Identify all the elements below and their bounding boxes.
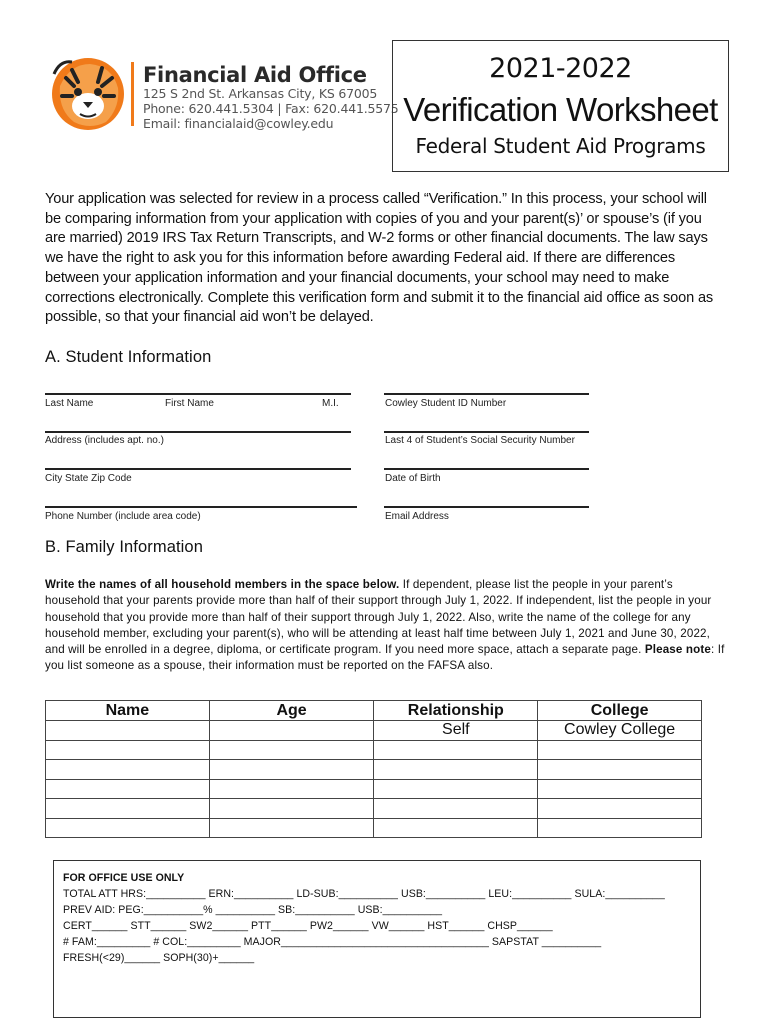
office-use-line: PREV AID: PEG:__________% __________ SB:__________ USB:__________ (63, 904, 443, 916)
instructions-bold: Write the names of all household members in the space below. (45, 578, 400, 591)
note-bold: Please note (644, 643, 711, 657)
household-table (45, 700, 702, 838)
city-line[interactable] (45, 468, 351, 470)
table-cell[interactable]: Self (374, 721, 538, 741)
first-name-label: First Name (165, 398, 214, 409)
table-cell[interactable] (209, 818, 374, 838)
table-cell[interactable] (209, 721, 374, 741)
table-row (46, 799, 702, 819)
office-phone-fax: Phone: 620.441.5304 | Fax: 620.441.5575 (143, 101, 399, 116)
table-cell[interactable]: Cowley College (538, 721, 702, 741)
table-cell[interactable] (538, 740, 702, 760)
table-cell[interactable] (538, 779, 702, 799)
table-cell[interactable] (374, 779, 538, 799)
table-cell[interactable] (209, 740, 374, 760)
city-label: City State Zip Code (45, 473, 132, 484)
table-cell[interactable] (374, 818, 538, 838)
table-row (46, 740, 702, 760)
ssn-label: Last 4 of Student’s Social Security Number (385, 435, 575, 446)
table-cell[interactable] (374, 740, 538, 760)
page-title: Verification Worksheet (403, 91, 718, 128)
table-cell[interactable] (374, 760, 538, 780)
table-row (46, 721, 702, 741)
office-use-line: CERT______ STT______ SW2______ PTT______ PW2______ VW______ HST______ CHSP______ (63, 920, 553, 932)
office-address: 125 S 2nd St. Arkansas City, KS 67005 (143, 86, 378, 101)
family-instructions (45, 577, 725, 675)
page-subtitle: Federal Student Aid Programs (415, 134, 706, 158)
table-cell[interactable] (46, 799, 210, 819)
table-row (46, 779, 702, 799)
table-cell[interactable] (538, 760, 702, 780)
email-label: Email Address (385, 511, 449, 522)
table-cell[interactable] (209, 779, 374, 799)
intro-paragraph: Your application was selected for review in a process called “Verification.” In this process, your school will be comparing information from your application with copies of you and your parent(s)’ or spouse’s (if you are married) 2019 IRS Tax Return Transcripts, and W-2 forms or other financial documents. The law says we have the right to ask you for this information before awarding Federal aid. If there are differences between your application information and your financial documents, your school may need to make corrections electronically. Complete this verification form and submit it to the financial aid office as soon as possible, so that your financial aid won’t be delayed. (45, 191, 714, 326)
instructions-text-2: : If you list someone as a spouse, their information must be reported on the FAFSA also. (45, 643, 725, 673)
title-box (392, 40, 729, 172)
table-row (46, 818, 702, 838)
section-a-heading: A. Student Information (45, 348, 212, 366)
col-header-college: College (538, 701, 702, 721)
office-use-heading: FOR OFFICE USE ONLY (63, 872, 185, 884)
table-cell[interactable] (209, 760, 374, 780)
email-line[interactable] (384, 506, 589, 508)
col-header-age: Age (209, 701, 374, 721)
table-cell[interactable] (538, 818, 702, 838)
section-b-heading: B. Family Information (45, 538, 203, 556)
table-row (46, 760, 702, 780)
office-use-line: FRESH(<29)______ SOPH(30)+______ (63, 952, 255, 964)
last-name-label: Last Name (45, 398, 94, 409)
phone-label: Phone Number (include area code) (45, 511, 201, 522)
table-cell[interactable] (209, 799, 374, 819)
table-cell[interactable] (46, 740, 210, 760)
brand-divider (131, 62, 134, 126)
table-cell[interactable] (538, 799, 702, 819)
table-cell[interactable] (46, 818, 210, 838)
tiger-logo (50, 56, 126, 132)
dob-label: Date of Birth (385, 473, 441, 484)
col-header-relationship: Relationship (374, 701, 538, 721)
address-line[interactable] (45, 431, 351, 433)
phone-line[interactable] (45, 506, 357, 508)
table-cell[interactable] (46, 760, 210, 780)
table-header-row (46, 701, 702, 721)
mi-label: M.I. (322, 398, 339, 409)
instructions-text-1: If dependent, please list the people in your parent’s household that your parents provide more than half of their support through July 1, 2022. If independent, list the people in your household that you provide more than half of their support through July 1, 2022. Also, write the name of the college for any household member, excluding your parent(s), who will be attending at least half time between July 1, 2021 and June 30, 2022, and will be enrolled in a degree, diploma, or certificate program. If you need more space, attach a separate page. (45, 578, 712, 657)
office-email: Email: financialaid@cowley.edu (143, 116, 334, 131)
table-cell[interactable] (46, 721, 210, 741)
name-line[interactable] (45, 393, 351, 395)
address-label: Address (includes apt. no.) (45, 435, 164, 446)
office-use-line: # FAM:_________ # COL:_________ MAJOR___________________________________ SAPSTAT __________ (63, 936, 602, 948)
office-use-box (53, 860, 701, 1018)
student-id-label: Cowley Student ID Number (385, 398, 507, 409)
table-cell[interactable] (46, 779, 210, 799)
student-id-line[interactable] (384, 393, 589, 395)
dob-line[interactable] (384, 468, 589, 470)
col-header-name: Name (46, 701, 210, 721)
office-name: Financial Aid Office (143, 63, 367, 87)
table-cell[interactable] (374, 799, 538, 819)
ssn-line[interactable] (384, 431, 589, 433)
office-use-line: TOTAL ATT HRS:__________ ERN:__________ LD-SUB:__________ USB:__________ LEU:__________ SULA:__________ (63, 888, 665, 900)
title-year: 2021-2022 (489, 53, 632, 84)
